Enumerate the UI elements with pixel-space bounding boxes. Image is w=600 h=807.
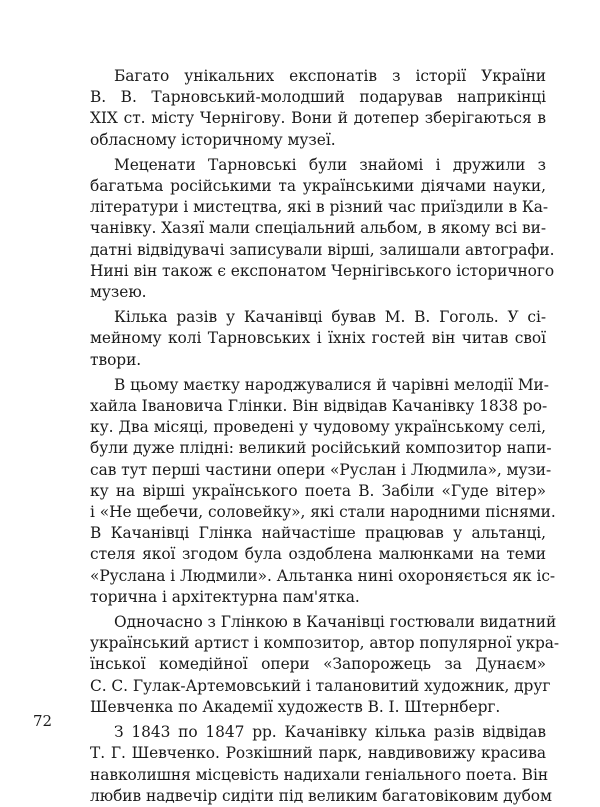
- text-line: їнської комедійної опери «Запорожець за Дунаєм»: [90, 655, 546, 674]
- paragraph-2: [62, 155, 555, 303]
- text-line: були дуже плідні: великий російський композитор напи-: [90, 439, 552, 458]
- text-line: датні відвідувачі записували вірші, залишали автографи.: [90, 240, 555, 259]
- text-line: С. С. Гулак-Артемовський і талановитий художник, друг: [90, 676, 551, 695]
- paragraph-3: [62, 307, 546, 371]
- text-line: багатьма російськими та українськими діячами науки,: [90, 177, 546, 196]
- paragraph-5: [62, 612, 560, 718]
- text-line: обласному історичному музеї.: [90, 130, 336, 149]
- text-line: XIX ст. місту Чернігову. Вони й дотепер зберігаються в: [90, 109, 546, 128]
- text-line: Т. Г. Шевченко. Розкішний парк, навдивовижу красива: [90, 744, 546, 763]
- text-line: Нині він також є експонатом Чернігівського історичного: [90, 261, 555, 280]
- text-line: ку. Два місяці, проведені у чудовому українському селі,: [90, 418, 546, 437]
- text-line: В Качанівці Глінка найчастіше працював у альтанці,: [90, 524, 546, 543]
- text-line: чанівку. Хазяї мали спеціальний альбом, в якому всі ви-: [90, 219, 546, 238]
- text-line: ку на вірші українського поета В. Забіли «Гуде вітер»: [90, 481, 546, 500]
- text-line: любив надвечір сидіти під великим багатовіковим дубом: [90, 786, 552, 805]
- text-line: З 1843 по 1847 рр. Качанівку кілька разів відвідав: [114, 723, 546, 742]
- text-line: В. В. Тарновський-молодший подарував наприкінці: [90, 88, 546, 107]
- text-line: стеля якої згодом була оздоблена малюнками на теми: [90, 545, 546, 564]
- text-line: хайла Івановича Глінки. Він відвідав Качанівку 1838 ро-: [90, 397, 548, 416]
- document-body: [62, 66, 560, 807]
- text-line: і «Не щебечи, соловейку», які стали народними піснями.: [90, 503, 556, 522]
- text-line: музею.: [90, 283, 147, 302]
- text-line: В цьому маєтку народжувалися й чарівні мелодії Ми-: [114, 375, 549, 394]
- text-line: «Руслана і Людмили». Альтанка нині охороняється як іс-: [90, 566, 556, 585]
- page-number: 72: [33, 712, 53, 730]
- text-line: Одночасно з Глінкою в Качанівці гостювали видатний: [114, 613, 557, 632]
- paragraph-1: [62, 66, 546, 151]
- text-line: літератури і мистецтва, які в різний час приїздили в Ка-: [90, 198, 549, 217]
- text-line: Кілька разів у Качанівці бував М. В. Гоголь. У сі-: [114, 308, 546, 327]
- text-line: український артист і композитор, автор популярної укра-: [90, 634, 560, 653]
- paragraph-6: [62, 722, 552, 807]
- text-line: сав тут перші частини опери «Руслан і Людмила», музи-: [90, 460, 552, 479]
- text-line: твори.: [90, 350, 142, 369]
- paragraph-4: [62, 375, 556, 608]
- text-line: навколишня місцевість надихали геніального поета. Він: [90, 765, 549, 784]
- text-line: Шевченка по Академії художеств В. І. Штернберг.: [90, 697, 501, 716]
- text-line: Багато унікальних експонатів з історії України: [114, 67, 546, 85]
- text-line: мейному колі Тарновських і їхніх гостей він читав свої: [90, 329, 546, 348]
- text-line: торична і архітектурна пам'ятка.: [90, 587, 360, 606]
- text-line: Меценати Тарновські були знайомі і дружили з: [114, 155, 546, 174]
